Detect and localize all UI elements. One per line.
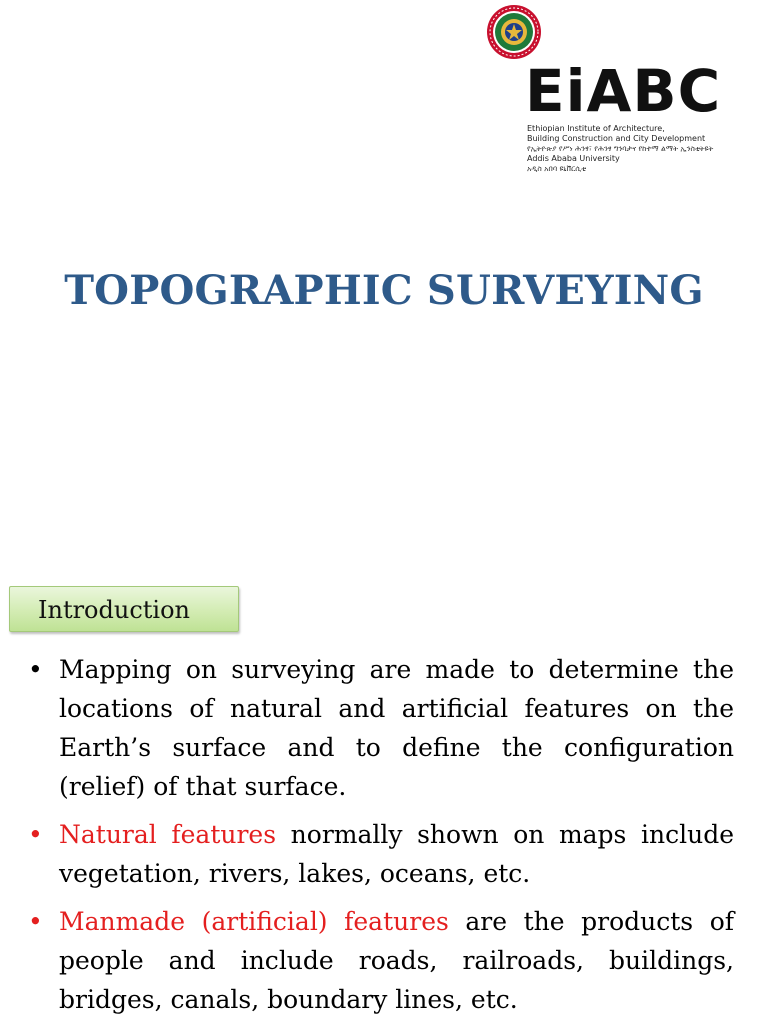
brand-line: የኢትዮጵያ የሥነ ሕንፃ፣ የሕንፃ ግንባታና የከተማ ልማት ኢንስቲትዩት xyxy=(527,144,714,153)
bullet-item xyxy=(22,815,734,893)
bullet-marker: • xyxy=(28,907,43,936)
bullet-highlight: Natural features xyxy=(59,820,277,849)
section-heading: Introduction xyxy=(9,586,239,632)
bullet-text: normally shown on maps include vegetation, rivers, lakes, oceans, etc. xyxy=(59,820,734,888)
brand-name: EiABC xyxy=(525,57,722,125)
eiabc-seal-icon xyxy=(486,4,542,60)
bullet-marker: • xyxy=(28,655,43,684)
brand-line: Ethiopian Institute of Architecture, xyxy=(527,124,665,133)
bullet-item xyxy=(22,650,734,806)
bullet-list xyxy=(22,650,734,1028)
brand-subtitle xyxy=(527,124,717,174)
bullet-marker: • xyxy=(28,820,43,849)
bullet-text: are the products of people and include roads, railroads, buildings, bridges, canals, boundary lines, etc. xyxy=(59,907,735,1014)
brand-line: አዲስ አበባ ዩኒቨርሲቲ xyxy=(527,164,587,173)
brand-line: Building Construction and City Development xyxy=(527,134,706,143)
bullet-highlight: Manmade (artificial) features xyxy=(59,907,449,936)
bullet-item xyxy=(22,902,734,1019)
page-title: TOPOGRAPHIC SURVEYING xyxy=(64,267,704,314)
bullet-text: Mapping on surveying are made to determine the locations of natural and artificial features on the Earth’s surface and to define the configuration (relief) of that surface. xyxy=(59,655,734,801)
brand-line: Addis Ababa University xyxy=(527,154,620,163)
